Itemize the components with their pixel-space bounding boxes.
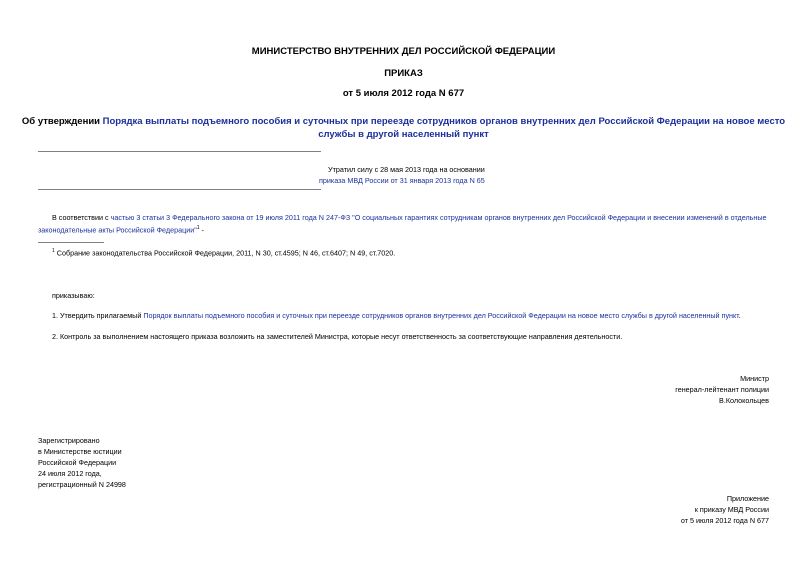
- title-link-line1[interactable]: Порядка выплаты подъемного пособия и суточных при переезде сотрудников органов внутренних дел Российской Федерации на новое место: [102, 116, 786, 127]
- registration-line2: в Министерстве юстиции: [38, 447, 122, 456]
- preamble-line1: [52, 212, 772, 223]
- signature-block: [675, 373, 769, 406]
- status-divider-top: [38, 151, 321, 152]
- document-date-number: от 5 июля 2012 года N 677: [342, 88, 465, 99]
- signature-position: Министр: [740, 374, 769, 383]
- footnote-ref[interactable]: 1: [196, 225, 200, 231]
- registration-block: [38, 435, 126, 490]
- ministry-heading: МИНИСТЕРСТВО ВНУТРЕННИХ ДЕЛ РОССИЙСКОЙ ФЕДЕРАЦИИ: [251, 46, 556, 57]
- status-divider-bottom: [38, 189, 321, 190]
- registration-line5: регистрационный N 24998: [38, 480, 126, 489]
- item-1-procedure-link[interactable]: Порядок выплаты подъемного пособия и суточных при переезде сотрудников органов внутренних дел Российской Федерации на новое место службы в другой населенный пункт: [143, 311, 739, 320]
- item-1-suffix: .: [738, 311, 741, 320]
- preamble-part2: -: [199, 225, 204, 235]
- registration-line3: Российской Федерации: [38, 458, 117, 467]
- status-text: Утратил силу с 28 мая 2013 года на основании: [328, 165, 485, 174]
- appendix-line1: Приложение: [726, 494, 769, 503]
- appendix-line3: от 5 июля 2012 года N 677: [680, 516, 769, 525]
- item-1: [52, 310, 782, 321]
- preamble-line2: [38, 223, 758, 235]
- signature-name: В.Колокольцев: [719, 396, 769, 405]
- preamble-law-link[interactable]: частью 3 статьи 3 Федерального закона от 19 июля 2011 года N 247-ФЗ "О социальных гарантиях сотрудникам органов внутренних дел Российской Федерации и внесении изменений в отдельные: [110, 213, 767, 222]
- appendix-line2: к приказу МВД России: [694, 505, 769, 514]
- title-link-line2[interactable]: службы в другой населенный пункт: [318, 129, 489, 140]
- footnote-divider: [38, 242, 104, 243]
- signature-rank: генерал-лейтенант полиции: [675, 385, 769, 394]
- document-title: [0, 115, 807, 141]
- document-type: ПРИКАЗ: [384, 68, 423, 79]
- registration-line4: 24 июля 2012 года,: [38, 469, 102, 478]
- footnote-text: Собрание законодательства Российской Федерации, 2011, N 30, ст.4595; N 46, ст.6407; N 49, ст.7020.: [54, 248, 396, 258]
- registration-line1: Зарегистрировано: [38, 436, 100, 445]
- item-1-prefix: 1. Утвердить прилагаемый: [52, 311, 144, 320]
- appendix-block: [681, 493, 769, 526]
- orders-word: приказываю:: [52, 291, 95, 300]
- title-prefix: Об утверждении: [21, 116, 103, 127]
- footnote: [52, 246, 395, 258]
- preamble-law-link-cont[interactable]: законодательные акты Российской Федерации": [38, 225, 197, 235]
- preamble-part1: В соответствии с: [52, 213, 111, 222]
- status-link[interactable]: приказа МВД России от 31 января 2013 года N 65: [319, 176, 485, 185]
- item-2: 2. Контроль за выполнением настоящего приказа возложить на заместителей Министра, которые несут ответственность за соответствующие направления деятельности.: [52, 332, 623, 341]
- footnote-mark: 1: [52, 248, 55, 254]
